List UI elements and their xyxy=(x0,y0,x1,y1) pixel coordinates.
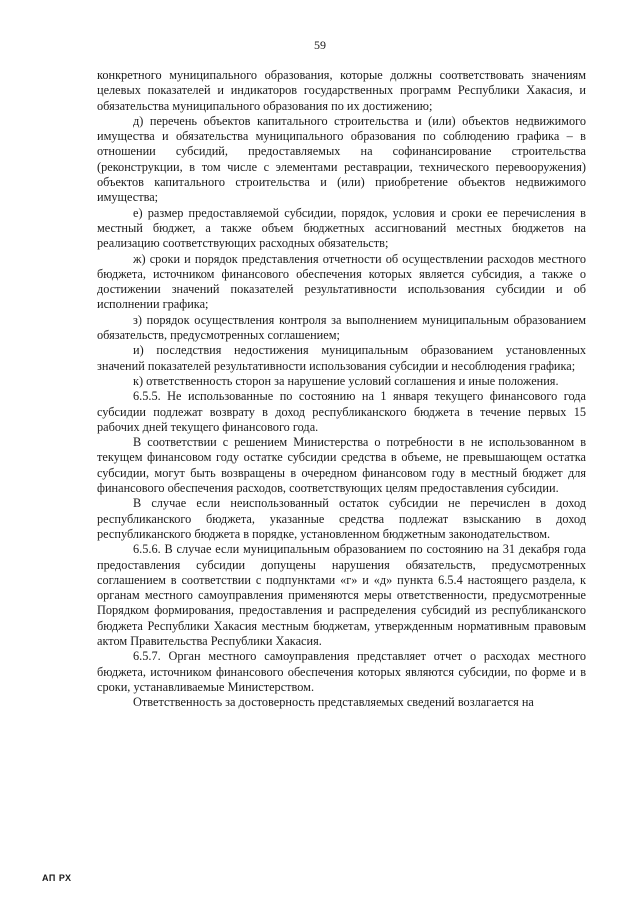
paragraph-6-5-7: 6.5.7. Орган местного самоуправления представляет отчет о расходах местного бюджета, источником финансового обеспечения которых являются субсидии, по форме и в сроки, устанавливаемые Министерством. xyxy=(97,649,586,694)
paragraph-item-i: и) последствия недостижения муниципальным образованием установленных значений показателей результативности использования субсидии и несоблюдения графика; xyxy=(97,343,586,373)
paragraph-item-z: з) порядок осуществления контроля за выполнением муниципальным образованием обязательств, предусмотренных соглашением; xyxy=(97,312,586,343)
paragraph-continuation: конкретного муниципального образования, которые должны соответствовать значениям целевых показателей и индикаторов государственных программ Республики Хакасия, и обязательства муниципального образования по их достижению; xyxy=(97,68,586,113)
paragraph-6-5-6: 6.5.6. В случае если муниципальным образованием по состоянию на 31 декабря года предоставления субсидии допущены нарушения обязательств, предусмотренных соглашением в соответствии с подпунктами «г» и «д» пункта 6.5.4 настоящего раздела, к органам местного самоуправления применяются меры ответственности, предусмотренные Порядком формирования, предоставления и распределения субсидий из республиканского бюджета Республики Хакасия местным бюджетам, утвержденным нормативным правовым актом Правительства Республики Хакасия. xyxy=(97,542,586,648)
paragraph-item-d: д) перечень объектов капитального строительства и (или) объектов недвижимого имущества и обязательства муниципального образования по соблюдению графика – в отношении субсидий, предоставляемых на софинансирование строительства (реконструкции, в том числе с элементами реставрации, технического перевооружения) объектов капитального строительства и (или) приобретение объектов недвижимого имущества; xyxy=(97,113,586,205)
paragraph-item-e: е) размер предоставляемой субсидии, порядок, условия и сроки ее перечисления в местный бюджет, а также объем бюджетных ассигнований местных бюджетов на реализацию соответствующих расходных обязательств; xyxy=(97,205,586,251)
page-number: 59 xyxy=(314,38,326,52)
paragraph-item-zh: ж) сроки и порядок представления отчетности об осуществлении расходов местного бюджета, источником финансового обеспечения которых является субсидия, а также о достижении значений показателей результативности использования субсидии и об исполнении графика; xyxy=(97,251,586,312)
paragraph-ministry-decision: В соответствии с решением Министерства о потребности в не использованном в текущем финансовом году остатке субсидии средства в объеме, не превышающем остатка субсидии, могут быть возвращены в очередном финансовом году в местный бюджет для финансового обеспечения расходов, соответствующих целям предоставления субсидии. xyxy=(97,435,586,496)
paragraph-item-k: к) ответственность сторон за нарушение условий соглашения и иные положения. xyxy=(133,373,559,388)
paragraph-unused-balance: В случае если неиспользованный остаток субсидии не перечислен в доход республиканского бюджета, указанные средства подлежат взысканию в доход республиканского бюджета в порядке, установленном бюджетным законодательством. xyxy=(97,496,586,541)
paragraph-responsibility: Ответственность за достоверность представляемых сведений возлагается на xyxy=(133,695,534,710)
footer-stamp: АП РХ xyxy=(42,873,72,883)
paragraph-6-5-5: 6.5.5. Не использованные по состоянию на 1 января текущего финансового года субсидии подлежат возврату в доход республиканского бюджета в течение первых 15 рабочих дней текущего финансового года. xyxy=(97,389,586,434)
document-body xyxy=(97,68,586,710)
